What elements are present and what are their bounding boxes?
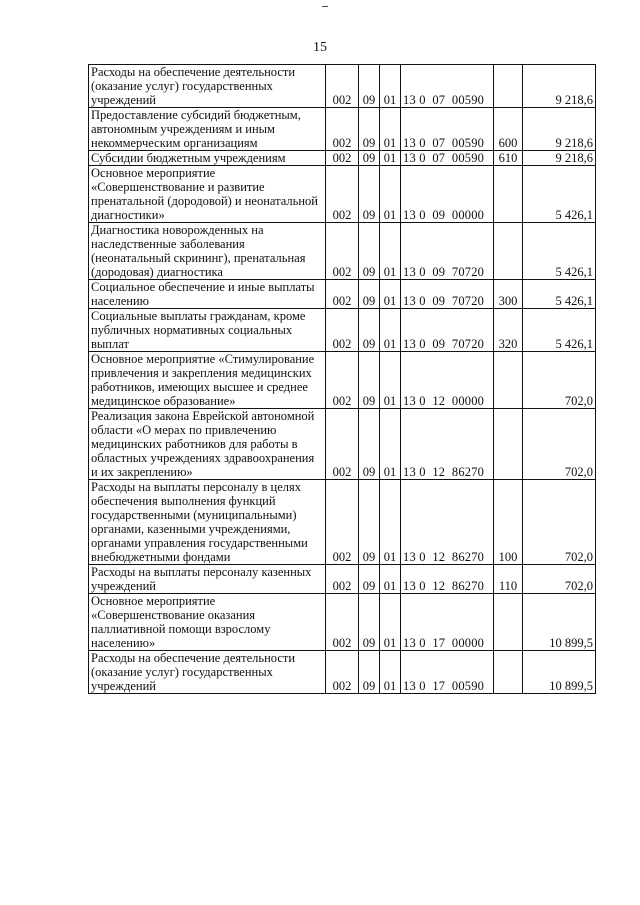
row-sum: 5 426,1 [523, 166, 596, 223]
row-csr: 13 0 07 00590 [401, 108, 494, 151]
row-pr: 01 [380, 409, 401, 480]
row-sum: 10 899,5 [523, 594, 596, 651]
row-rz: 09 [359, 651, 380, 694]
row-vr: 100 [494, 480, 523, 565]
row-grbs: 002 [326, 480, 359, 565]
row-rz: 09 [359, 480, 380, 565]
row-grbs: 002 [326, 651, 359, 694]
row-csr: 13 0 12 86270 [401, 480, 494, 565]
budget-table [88, 64, 596, 694]
row-name: Основное мероприятие «Совершенствование оказания паллиативной помощи взрослому населению» [89, 594, 326, 651]
table-row [89, 280, 596, 309]
row-pr: 01 [380, 352, 401, 409]
row-csr: 13 0 09 70720 [401, 280, 494, 309]
row-rz: 09 [359, 151, 380, 166]
row-sum: 5 426,1 [523, 309, 596, 352]
row-vr: 300 [494, 280, 523, 309]
row-grbs: 002 [326, 352, 359, 409]
page-number: 15 [313, 40, 327, 55]
row-vr: 320 [494, 309, 523, 352]
table-row [89, 166, 596, 223]
row-vr [494, 651, 523, 694]
table-row [89, 108, 596, 151]
row-grbs: 002 [326, 565, 359, 594]
table-row [89, 65, 596, 108]
row-vr [494, 594, 523, 651]
row-pr: 01 [380, 223, 401, 280]
row-grbs: 002 [326, 280, 359, 309]
row-sum: 5 426,1 [523, 223, 596, 280]
table-row [89, 309, 596, 352]
row-rz: 09 [359, 166, 380, 223]
row-grbs: 002 [326, 108, 359, 151]
row-sum: 702,0 [523, 352, 596, 409]
row-pr: 01 [380, 280, 401, 309]
row-rz: 09 [359, 409, 380, 480]
row-name: Расходы на выплаты персоналу в целях обеспечения выполнения функций государственными (муниципальными) органами, казенными учреждениями, органами управления государственными внебюджетными фондами [89, 480, 326, 565]
row-vr: 610 [494, 151, 523, 166]
row-name: Расходы на выплаты персоналу казенных учреждений [89, 565, 326, 594]
row-pr: 01 [380, 151, 401, 166]
row-csr: 13 0 17 00000 [401, 594, 494, 651]
row-rz: 09 [359, 352, 380, 409]
row-name: Предоставление субсидий бюджетным, автономным учреждениям и иным некоммерческим организациям [89, 108, 326, 151]
table-row [89, 651, 596, 694]
row-rz: 09 [359, 594, 380, 651]
row-pr: 01 [380, 166, 401, 223]
row-rz: 09 [359, 309, 380, 352]
row-grbs: 002 [326, 409, 359, 480]
row-csr: 13 0 09 70720 [401, 223, 494, 280]
row-name: Расходы на обеспечение деятельности (оказание услуг) государственных учреждений [89, 65, 326, 108]
table-row [89, 151, 596, 166]
row-csr: 13 0 12 86270 [401, 409, 494, 480]
row-grbs: 002 [326, 223, 359, 280]
row-name: Основное мероприятие «Совершенствование и развитие пренатальной (дородовой) и неонатальной диагностики» [89, 166, 326, 223]
row-name: Диагностика новорожденных на наследственные заболевания (неонатальный скрининг), пренатальная (дородовая) диагностика [89, 223, 326, 280]
row-pr: 01 [380, 594, 401, 651]
row-grbs: 002 [326, 65, 359, 108]
row-csr: 13 0 17 00590 [401, 651, 494, 694]
row-vr [494, 223, 523, 280]
row-csr: 13 0 07 00590 [401, 65, 494, 108]
row-name: Расходы на обеспечение деятельности (оказание услуг) государственных учреждений [89, 651, 326, 694]
scan-mark [322, 6, 328, 7]
row-csr: 13 0 07 00590 [401, 151, 494, 166]
row-sum: 9 218,6 [523, 151, 596, 166]
table-row [89, 565, 596, 594]
row-vr [494, 65, 523, 108]
table-row [89, 352, 596, 409]
table-row [89, 409, 596, 480]
row-name: Реализация закона Еврейской автономной области «О мерах по привлечению медицинских работников для работы в областных учреждениях здравоохранения и их закреплению» [89, 409, 326, 480]
row-pr: 01 [380, 309, 401, 352]
row-rz: 09 [359, 108, 380, 151]
row-sum: 10 899,5 [523, 651, 596, 694]
row-sum: 702,0 [523, 409, 596, 480]
table-row [89, 480, 596, 565]
row-csr: 13 0 12 00000 [401, 352, 494, 409]
row-pr: 01 [380, 651, 401, 694]
row-sum: 9 218,6 [523, 108, 596, 151]
row-name: Субсидии бюджетным учреждениям [89, 151, 326, 166]
row-sum: 9 218,6 [523, 65, 596, 108]
row-csr: 13 0 09 00000 [401, 166, 494, 223]
row-name: Социальное обеспечение и иные выплаты населению [89, 280, 326, 309]
table-row [89, 223, 596, 280]
row-name: Социальные выплаты гражданам, кроме публичных нормативных социальных выплат [89, 309, 326, 352]
table-row [89, 594, 596, 651]
row-vr [494, 166, 523, 223]
row-name: Основное мероприятие «Стимулирование привлечения и закрепления медицинских работников, имеющих высшее и среднее медицинское образование» [89, 352, 326, 409]
row-rz: 09 [359, 280, 380, 309]
row-grbs: 002 [326, 309, 359, 352]
row-sum: 5 426,1 [523, 280, 596, 309]
row-grbs: 002 [326, 166, 359, 223]
row-grbs: 002 [326, 151, 359, 166]
row-vr: 110 [494, 565, 523, 594]
row-sum: 702,0 [523, 565, 596, 594]
row-grbs: 002 [326, 594, 359, 651]
row-pr: 01 [380, 65, 401, 108]
row-rz: 09 [359, 65, 380, 108]
row-rz: 09 [359, 565, 380, 594]
row-rz: 09 [359, 223, 380, 280]
row-csr: 13 0 09 70720 [401, 309, 494, 352]
row-vr: 600 [494, 108, 523, 151]
row-csr: 13 0 12 86270 [401, 565, 494, 594]
row-vr [494, 352, 523, 409]
row-pr: 01 [380, 565, 401, 594]
row-pr: 01 [380, 480, 401, 565]
row-pr: 01 [380, 108, 401, 151]
row-sum: 702,0 [523, 480, 596, 565]
row-vr [494, 409, 523, 480]
